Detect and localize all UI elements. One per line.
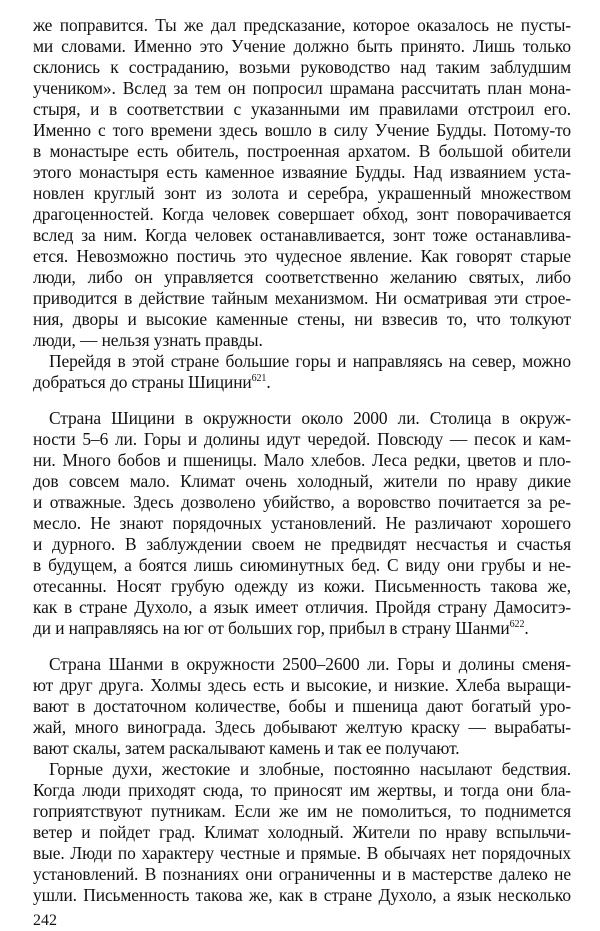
- text-line: ветер и пойдет град. Климат холодный. Жители по нраву вспыльчи-: [33, 822, 571, 842]
- text-line: вают скалы, затем раскалывают камень и так ее получают.: [33, 738, 460, 758]
- text-line: вые. Люди по характеру честные и прямые. В обычаях нет порядочных: [33, 843, 571, 863]
- text-line: вслед за ним. Когда человек останавливается, зонт тоже останавлива-: [33, 225, 571, 245]
- text-line: жай, много винограда. Здесь добывают желтую краску — вырабаты-: [33, 717, 571, 737]
- footnote-marker: 622: [509, 619, 525, 630]
- text-line: Страна Шанми в окружности 2500–2600 ли. Горы и долины сменя-: [49, 654, 571, 674]
- text-line: вают в достаточном количестве, бобы и пшеница дают богатый уро-: [33, 696, 571, 716]
- text-line: учеником». Вслед за тем он попросил шрамана рассчитать план мона-: [33, 78, 571, 98]
- text-line: Перейдя в этой стране большие горы и направляясь на север, можно: [49, 351, 571, 371]
- text-line: этого монастыря есть каменное изваяние Будды. Над изваянием уста-: [33, 162, 571, 182]
- text-line: Страна Шицини в окружности около 2000 ли. Столица в окруж-: [49, 408, 571, 428]
- text-line: ют друг друга. Холмы здесь есть и высокие, и низкие. Хлеба выращи-: [33, 675, 571, 695]
- text-line: Когда люди приходят сюда, то приносят им жертвы, и тогда они бла-: [33, 780, 571, 800]
- text-line: и отважные. Здесь дозволено убийство, а воровство почитается за ре-: [33, 492, 571, 512]
- text-line: в монастыре есть обитель, построенная архатом. В большой обители: [33, 141, 571, 161]
- text-line: установлений. В познаниях они ограниченны и в мастерстве далеко не: [33, 864, 571, 884]
- text-line: драгоценностей. Когда человек совершает обход, зонт поворачивается: [33, 204, 571, 224]
- text-line: как в стране Духоло, а язык имеет отличия. Пройдя страну Дамоситэ-: [33, 597, 571, 617]
- text-line: месло. Не знают порядочных установлений. Не различают хорошего: [33, 513, 571, 533]
- text-line: новлен круглый зонт из золота и серебра, украшенный множеством: [33, 183, 571, 203]
- text-line: люди, — нельзя узнать правды.: [33, 330, 263, 350]
- text-line: ни. Много бобов и пшеницы. Мало хлебов. Леса редки, цветов и пло-: [33, 450, 571, 470]
- text-line: люди, либо он управляется соответственно желанию святых, либо: [33, 267, 571, 287]
- text-line: и дурного. В заблуждении своем не предвидят несчастья и счастья: [33, 534, 571, 554]
- text-line: в будущем, а боятся лишь сиюминутных бед. С виду они грубы и не-: [33, 555, 571, 575]
- text-line: дов совсем мало. Климат очень холодный, жители по нраву дикие: [33, 471, 571, 491]
- text-line: ется. Невозможно постичь это чудесное явление. Как говорят старые: [33, 246, 571, 266]
- text-line: гоприятствуют путникам. Если же им не помолиться, то поднимется: [33, 801, 571, 821]
- text-line-content: ди и направляясь на юг от больших гор, прибыл в страну Шанми: [33, 618, 510, 638]
- text-line: добраться до страны Шицини$^{621}$.: [33, 372, 271, 392]
- text-line: Горные духи, жестокие и злобные, постоянно насылают бедствия.: [49, 759, 571, 779]
- text-line: ности 5–6 ли. Горы и долины идут чередой. Повсюду — песок и кам-: [33, 429, 571, 449]
- text-line: отесанны. Носят грубую одежду из кожи. Письменность такова же,: [33, 576, 571, 596]
- text-line: стыря, и в соответствии с указанными им правилами отстроил его.: [33, 99, 571, 119]
- text-line-content: добраться до страны Шицини: [33, 372, 252, 392]
- text-line: ми словами. Именно это Учение должно быть принято. Лишь только: [33, 36, 571, 56]
- text-line: Именно с того времени здесь вошло в силу Учение Будды. Потому-то: [33, 120, 571, 140]
- text-line: же поправится. Ты же дал предсказание, которое оказалось не пусты-: [33, 15, 571, 35]
- text-line: приводится в действие тайным механизмом. Ни осматривая эти строе-: [33, 288, 571, 308]
- text-line: ушли. Письменность такова же, как в стране Духоло, а язык несколько: [33, 885, 571, 905]
- page-number: 242: [33, 912, 57, 929]
- footnote-marker: 621: [251, 373, 267, 384]
- text-line: ния, дворы и высокие каменные стены, ни взвесив то, что толкуют: [33, 309, 571, 329]
- text-line: ди и направляясь на юг от больших гор, прибыл в страну Шанми$^{622}$.: [33, 618, 529, 638]
- text-line: склонись к состраданию, возьми руководство над таким заблудшим: [33, 57, 571, 77]
